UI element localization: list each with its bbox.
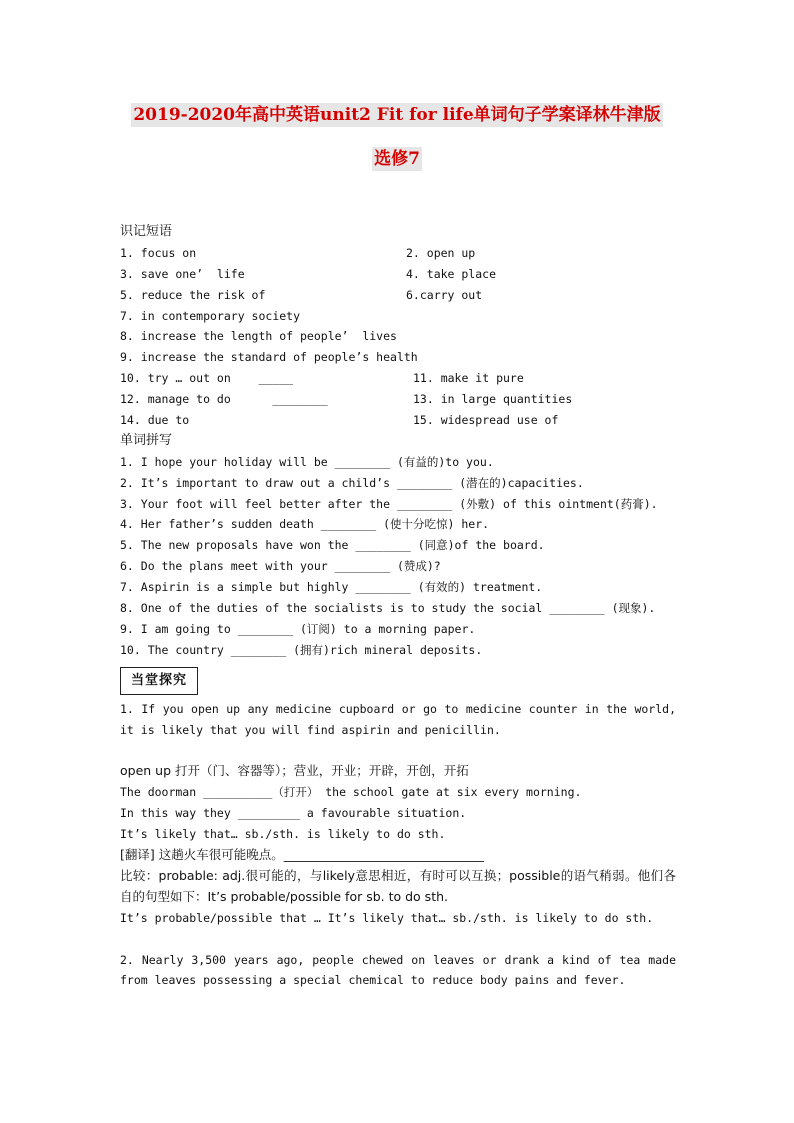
- spelling-list: [120, 452, 676, 661]
- phrase-item: 6.carry out: [406, 287, 483, 302]
- phrase-definition: open up 打开（门、容器等）；营业，开业；开辟，开创，开拓: [120, 763, 469, 779]
- spelling-item: 1. I hope your holiday will be ________ (有益的)to you.: [120, 454, 494, 469]
- translation-exercise: [翻译] 这趟火车很可能晚点。________________________________: [120, 847, 484, 863]
- spelling-item: 10. The country ________ (拥有)rich mineral deposits.: [120, 642, 483, 657]
- example-sentence-1: 1. If you open up any medicine cupboard or go to medicine counter in the world, it is likely that you will find aspirin and penicillin.: [120, 701, 676, 737]
- example-sentence-2: 2. Nearly 3,500 years ago, people chewed on leaves or drank a kind of tea made from leaves possessing a special chemical to reduce body pains and fever.: [120, 952, 676, 988]
- spelling-item: 4. Her father’s sudden death ________ (使十分吃惊) her.: [120, 517, 490, 532]
- section-heading-phrases: 识记短语: [120, 224, 173, 239]
- phrase-row: [120, 326, 676, 347]
- phrase-item: 5. reduce the risk of: [120, 287, 266, 302]
- phrase-item: 9. increase the standard of people’s health: [120, 350, 418, 365]
- title-line-1: 2019-2020年高中英语unit2 Fit for life单词句子学案译林牛津版: [133, 105, 661, 125]
- phrase-item: 12. manage to do ________: [120, 392, 328, 407]
- pattern-line: It’s probable/possible that … It’s likely that… sb./sth. is likely to do sth.: [120, 910, 654, 925]
- phrase-row: [120, 389, 676, 410]
- phrase-row: [120, 410, 676, 431]
- document-title: [0, 103, 794, 171]
- spelling-item: 2. It’s important to draw out a child’s ________ (潜在的)capacities.: [120, 475, 584, 490]
- phrase-row: [120, 243, 676, 264]
- phrase-item: 4. take place: [406, 266, 497, 281]
- phrase-item: 1. focus on: [120, 245, 197, 260]
- phrase-item: 13. in large quantities: [413, 392, 573, 407]
- phrase-item: 2. open up: [406, 245, 476, 260]
- comparison-note: 比较：probable: adj.很可能的，与likely意思相近，有时可以互换；possible的语气稍弱。他们各自的句型如下：It’s probable/possible for sb. to do sth.: [120, 867, 676, 904]
- phrase-row: [120, 368, 676, 389]
- exercise-line: The doorman __________（打开） the school gate at six every morning.: [120, 785, 582, 800]
- title-line-2: 选修7: [374, 149, 420, 169]
- spelling-item: 6. Do the plans meet with your ________ (赞成)?: [120, 559, 441, 574]
- phrase-item: 14. due to: [120, 413, 190, 428]
- section-heading-spelling: 单词拼写: [120, 432, 173, 448]
- phrase-item: 3. save one’ life: [120, 266, 245, 281]
- spelling-item: 9. I am going to ________ (订阅) to a morning paper.: [120, 621, 476, 636]
- phrase-item: 10. try … out on _____: [120, 371, 294, 386]
- document-body: [120, 222, 676, 991]
- phrase-item: 8. increase the length of people’ lives: [120, 329, 397, 344]
- phrase-list: [120, 243, 676, 431]
- phrase-item: 11. make it pure: [413, 371, 524, 386]
- exercise-line: In this way they _________ a favourable situation.: [120, 806, 467, 821]
- phrase-row: [120, 264, 676, 285]
- phrase-row: [120, 347, 676, 368]
- spelling-item: 5. The new proposals have won the ________ (同意)of the board.: [120, 538, 545, 553]
- section-tag-classroom-exploration: 当堂探究: [120, 667, 198, 695]
- pattern-line: It’s likely that… sb./sth. is likely to do sth.: [120, 827, 446, 842]
- spelling-item: 8. One of the duties of the socialists is to study the social ________ (现象).: [120, 601, 656, 616]
- spelling-item: 7. Aspirin is a simple but highly ________ (有效的) treatment.: [120, 580, 543, 595]
- spelling-item: 3. Your foot will feel better after the ________ (外敷) of this ointment(药膏).: [120, 496, 658, 511]
- phrase-row: [120, 306, 676, 327]
- phrase-item: 15. widespread use of: [413, 413, 559, 428]
- phrase-row: [120, 285, 676, 306]
- phrase-item: 7. in contemporary society: [120, 308, 301, 323]
